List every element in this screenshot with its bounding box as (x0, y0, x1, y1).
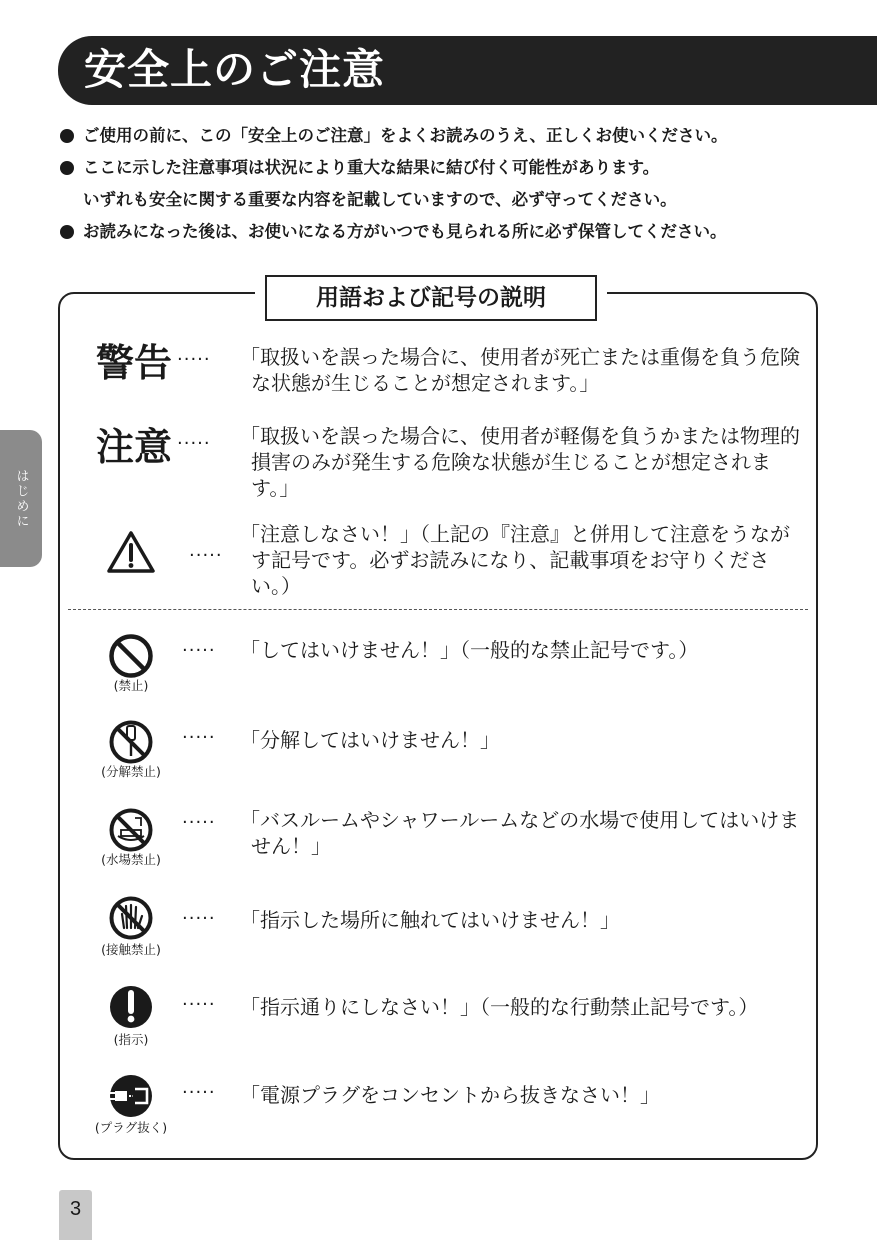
term-caution-desc: 「取扱いを誤った場合に、使用者が軽傷を負うかまたは物理的損害のみが発生する危険な状態が生じることが想定されます。」 (240, 424, 800, 500)
prohibition-icon (107, 632, 155, 680)
symbol-caption: (接触禁止) (101, 942, 161, 957)
section-divider (68, 609, 808, 610)
intro-text: お読みになった後は、お使いになる方がいつでも見られる所に必ず保管してください。 (83, 222, 727, 241)
symbol-desc: 「電源プラグをコンセントから抜きなさい！」 (240, 1083, 660, 1107)
intro-text: ここに示した注意事項は状況により重大な結果に結び付く可能性があります。 (83, 158, 660, 177)
symbol-caption: (分解禁止) (101, 764, 161, 779)
page-number: 3 (69, 1198, 82, 1220)
symbol-desc: 「指示した場所に触れてはいけません！」 (240, 908, 620, 932)
leader-dots: ····· (182, 640, 216, 661)
leader-dots: ····· (177, 349, 211, 370)
symbol-desc: 「指示通りにしなさい！」（一般的な行動禁止記号です。） (240, 995, 759, 1019)
intro-notes (60, 120, 840, 248)
bullet-icon (60, 161, 74, 175)
term-caution: 注意 (96, 425, 173, 469)
term-warning-desc: 「取扱いを誤った場合に、使用者が死亡または重傷を負う危険な状態が生じることが想定されます。」 (240, 345, 800, 395)
leader-dots: ····· (189, 545, 223, 566)
symbol-caption: (水場禁止) (101, 852, 161, 867)
intro-bullet (60, 216, 840, 248)
intro-bullet (60, 120, 840, 152)
intro-bullet (60, 152, 840, 184)
symbol-caption: (指示) (113, 1032, 149, 1047)
symbol-caption: (禁止) (113, 678, 149, 693)
leader-dots: ····· (182, 1082, 216, 1103)
page-title: 安全上のご注意 (84, 45, 386, 94)
bullet-icon (60, 129, 74, 143)
symbol-desc: 「バスルームやシャワールームなどの水場で使用してはいけません！」 (240, 808, 800, 858)
intro-text: いずれも安全に関する重要な内容を記載していますので、必ず守ってください。 (83, 190, 677, 209)
section-side-tab-label: はじめに (13, 468, 29, 529)
unplug-icon (107, 1072, 155, 1120)
leader-dots: ····· (177, 433, 211, 454)
symbol-desc: 「してはいけません！」（一般的な禁止記号です。） (240, 638, 699, 662)
symbol-desc: 「分解してはいけません！」 (240, 728, 500, 752)
no-touch-icon (107, 894, 155, 942)
leader-dots: ····· (182, 908, 216, 929)
warning-symbol-desc: 「注意しなさい！」（上記の『注意』と併用して注意をうながす記号です。必ずお読みになり、記載事項をお守りください。） (240, 522, 790, 598)
leader-dots: ····· (182, 812, 216, 833)
no-water-icon (107, 806, 155, 854)
bullet-icon (60, 225, 74, 239)
intro-text: ご使用の前に、この「安全上のご注意」をよくお読みのうえ、正しくお使いください。 (83, 126, 728, 145)
mandatory-action-icon (107, 983, 155, 1031)
legend-title: 用語および記号の説明 (265, 275, 597, 321)
section-side-tab (0, 430, 42, 567)
term-warning: 警告 (96, 341, 173, 385)
intro-continuation (60, 184, 840, 216)
leader-dots: ····· (182, 994, 216, 1015)
no-disassembly-icon (107, 718, 155, 766)
symbol-caption: (プラグ抜く) (94, 1120, 168, 1135)
leader-dots: ····· (182, 727, 216, 748)
warning-triangle-icon (106, 530, 156, 574)
